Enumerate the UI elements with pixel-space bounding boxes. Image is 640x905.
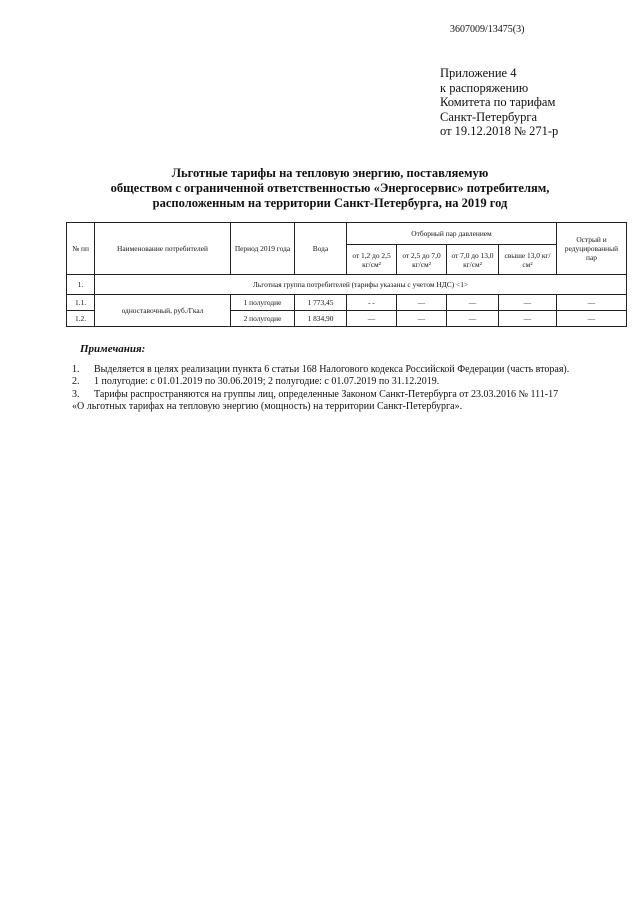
row-sharp: — [557,311,627,327]
note-number: 2. [72,376,80,388]
note-text: 1 полугодие: с 01.01.2019 по 30.06.2019; 2 полугодие: с 01.07.2019 по 31.12.2019. [94,376,440,388]
row-steam-1: - - [347,295,397,311]
row-num: 1.1. [67,295,95,311]
tariff-table [66,222,627,327]
note-continuation: «О льготных тарифах на тепловую энергию (мощность) на территории Санкт-Петербурга». [72,401,463,413]
header-consumer: Наименование потребителей [95,223,231,275]
row-steam-4: — [499,295,557,311]
appendix-line: Комитета по тарифам [440,95,556,110]
title-line: обществом с ограниченной ответственностью «Энергосервис» потребителям, [110,181,550,195]
row-water: 1 773,45 [295,295,347,311]
appendix-block [440,66,558,139]
document-title [80,166,580,211]
row-steam-2: — [397,311,447,327]
row-period: 2 полугодие [231,311,295,327]
note-item [72,389,620,401]
appendix-line: Санкт-Петербурга [440,109,538,124]
appendix-line: к распоряжению [440,80,529,95]
header-steam-group: Отборный пар давлением [347,223,557,245]
header-sharp-steam: Острый и редуцированный пар [557,223,627,275]
row-water: 1 834,90 [295,311,347,327]
header-steam-1: от 1,2 до 2,5 кг/см² [347,245,397,275]
notes-title: Примечания: [80,343,146,355]
title-line: расположенным на территории Санкт-Петербурга, на 2019 год [152,196,508,210]
row-steam-4: — [499,311,557,327]
header-steam-2: от 2,5 до 7,0 кг/см² [397,245,447,275]
row-steam-3: — [447,311,499,327]
group-label: Льготная группа потребителей (тарифы указаны с учетом НДС) <1> [95,275,627,295]
note-number: 1. [72,364,80,375]
header-steam-4: свыше 13,0 кг/см² [499,245,557,275]
row-sharp: — [557,295,627,311]
consumer-cell: одноставочный, руб./Гкал [95,295,231,327]
header-period: Период 2019 года [231,223,295,275]
appendix-line: от 19.12.2018 № 271-р [440,124,559,139]
appendix-line: Приложение 4 [440,66,517,80]
note-item [72,376,620,388]
row-steam-3: — [447,295,499,311]
title-line: Льготные тарифы на тепловую энергию, поставляемую [171,166,489,180]
header-water: Вода [295,223,347,275]
note-item [72,364,620,376]
group-num: 1. [67,275,95,295]
row-steam-1: — [347,311,397,327]
row-period: 1 полугодие [231,295,295,311]
document-number: 3607009/13475(3) [450,24,525,35]
header-steam-3: от 7,0 до 13,0 кг/см² [447,245,499,275]
table-row [67,275,627,295]
table-row [67,295,627,311]
row-num: 1.2. [67,311,95,327]
note-text: Тарифы распространяются на группы лиц, определенные Законом Санкт-Петербурга от 23.03.2016 № 111-17 [94,388,559,400]
row-steam-2: — [397,295,447,311]
note-text: Выделяется в целях реализации пункта 6 статьи 168 Налогового кодекса Российской Федерации (часть вторая). [94,364,570,375]
notes-list [72,364,620,414]
header-num: № пп [67,223,95,275]
note-number: 3. [72,388,80,400]
